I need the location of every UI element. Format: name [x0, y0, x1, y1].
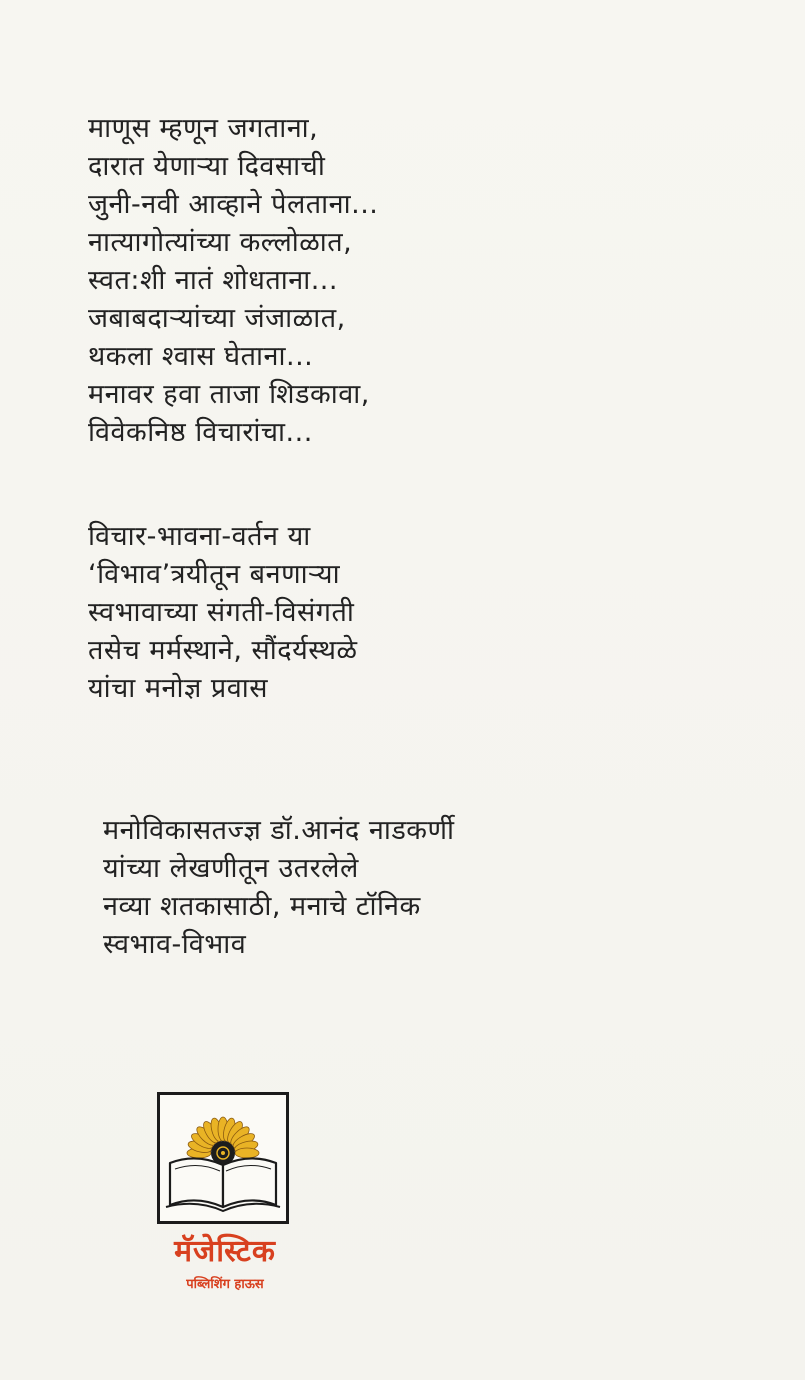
- poem-line: दारात येणाऱ्या दिवसाची: [88, 151, 326, 182]
- poem-line: माणूस म्हणून जगताना,: [88, 113, 319, 144]
- publisher-logo: [157, 1092, 289, 1224]
- poem-line: विचार-भावना-वर्तन या: [88, 521, 311, 552]
- poem-line: जुनी-नवी आव्हाने पेलताना...: [88, 189, 379, 220]
- blurb-line: मनोविकासतज्ज्ञ डॉ.आनंद नाडकर्णी: [103, 815, 455, 846]
- poem-line: स्वभावाच्या संगती-विसंगती: [88, 597, 355, 628]
- blurb-line: यांच्या लेखणीतून उतरलेले: [103, 853, 359, 884]
- poem-line: नात्यागोत्यांच्या कल्लोळात,: [88, 227, 353, 258]
- poem-stanza-2: [88, 518, 358, 708]
- publisher-subtitle: पब्लिशिंग हाऊस: [186, 1277, 264, 1292]
- publisher-name: मॅजेस्टिक: [174, 1234, 276, 1269]
- poem-stanza-1: [88, 110, 378, 452]
- poem-line: मनावर हवा ताजा शिडकावा,: [88, 379, 370, 410]
- poem-line: जबाबदाऱ्यांच्या जंजाळात,: [88, 303, 346, 334]
- author-blurb: [103, 812, 455, 964]
- blurb-line: नव्या शतकासाठी, मनाचे टॉनिक: [103, 891, 421, 922]
- book-sunflower-icon: [160, 1095, 286, 1221]
- poem-line: थकला श्वास घेताना...: [88, 341, 314, 372]
- poem-line: यांचा मनोज्ञ प्रवास: [88, 673, 269, 704]
- poem-line: विवेकनिष्ठ विचारांचा...: [88, 417, 313, 448]
- book-title-line: स्वभाव-विभाव: [103, 929, 247, 960]
- poem-line: स्वत:शी नातं शोधताना...: [88, 265, 338, 296]
- poem-line: ‘विभाव’त्रयीतून बनणाऱ्या: [88, 559, 341, 590]
- poem-line: तसेच मर्मस्थाने, सौंदर्यस्थळे: [88, 635, 358, 666]
